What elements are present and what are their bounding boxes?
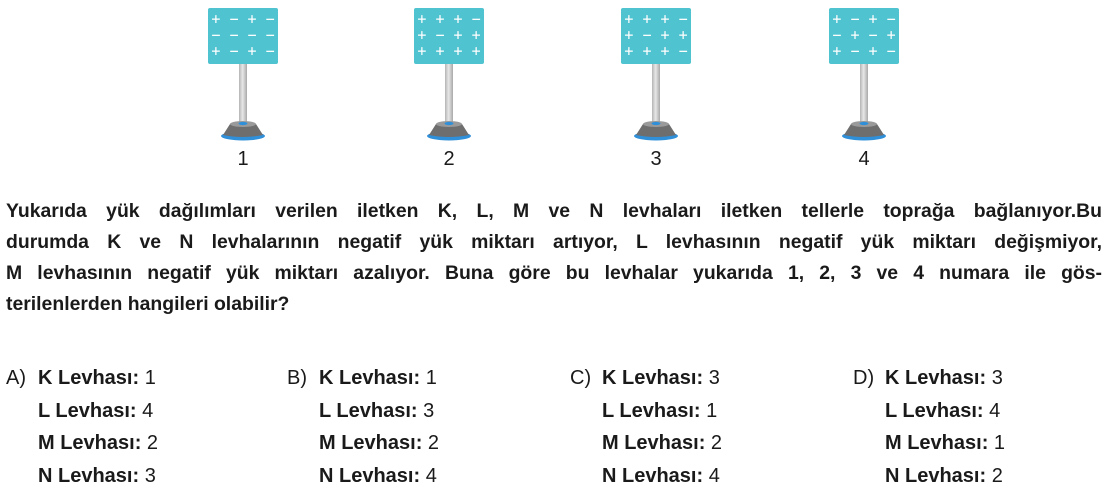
- choice-letter: B): [287, 367, 307, 389]
- choice-value: 1: [706, 399, 718, 422]
- choice-label: M Levhası:: [885, 432, 989, 454]
- choice-label: K Levhası:: [602, 367, 704, 389]
- choice-label: K Levhası:: [319, 367, 421, 389]
- stand-number: 4: [858, 148, 870, 170]
- charged-plate: [208, 8, 278, 64]
- question-line: M levhasının negatif yük miktarı azalıyor. Buna göre bu levhalar yukarıda 1, 2, 3 ve 4 numara ile gös-: [6, 262, 1102, 284]
- choice-c[interactable]: [570, 362, 722, 492]
- choice-value: 4: [708, 464, 720, 487]
- stand-3: [586, 8, 726, 178]
- choice-value: 2: [427, 432, 440, 454]
- choice-value: 3: [991, 367, 1003, 389]
- choice-label: M Levhası:: [38, 432, 142, 454]
- choice-label: M Levhası:: [319, 432, 423, 454]
- charge-row: + − + −: [211, 42, 275, 60]
- question-line: durumda K ve N levhalarının negatif yük miktarı artıyor, L levhasının negatif yük miktarı değişmiyor,: [6, 231, 1102, 253]
- choice-label: L Levhası:: [885, 399, 984, 422]
- charged-plate: [621, 8, 691, 64]
- charged-plate: [414, 8, 484, 64]
- choice-value: 1: [144, 367, 156, 389]
- choice-label: L Levhası:: [602, 399, 701, 422]
- stand-number: 1: [237, 148, 249, 170]
- charge-row: + + + +: [417, 42, 481, 60]
- charge-row: + − + +: [624, 26, 688, 44]
- choice-label: N Levhası:: [602, 464, 704, 487]
- choice-value: 4: [425, 464, 437, 487]
- choice-value: 3: [423, 399, 435, 422]
- charge-row: + + + −: [417, 10, 481, 28]
- choice-letter: A): [6, 367, 26, 389]
- choice-value: 1: [425, 367, 437, 389]
- charge-row: + + + −: [624, 42, 688, 60]
- choice-b[interactable]: [287, 362, 439, 492]
- charged-plate: [829, 8, 899, 64]
- stand-2: [379, 8, 519, 178]
- charge-row: + − + −: [832, 10, 896, 28]
- stand-number: 2: [443, 148, 455, 170]
- figure: [0, 0, 1108, 180]
- question-line: terilenlerden hangileri olabilir?: [6, 293, 290, 315]
- choice-value: 2: [710, 432, 723, 454]
- charge-row: − + − +: [832, 26, 896, 44]
- choice-label: N Levhası:: [38, 464, 140, 487]
- choice-label: L Levhası:: [38, 399, 137, 422]
- choice-value: 4: [142, 399, 154, 422]
- charge-row: + − + −: [211, 10, 275, 28]
- choice-label: K Levhası:: [38, 367, 140, 389]
- stand-1: [173, 8, 313, 178]
- choice-label: N Levhası:: [885, 464, 987, 487]
- choice-label: K Levhası:: [885, 367, 987, 389]
- charge-row: + − + −: [832, 42, 896, 60]
- choice-letter: D): [853, 367, 875, 389]
- stand-base: [632, 112, 680, 142]
- choice-value: 2: [991, 464, 1003, 487]
- choice-value: 3: [144, 464, 156, 487]
- choice-label: N Levhası:: [319, 464, 421, 487]
- choice-value: 2: [146, 432, 159, 454]
- question-line: Yukarıda yük dağılımları verilen iletken K, L, M ve N levhaları iletken tellerle toprağa bağlanıyor.Bu: [6, 200, 1102, 222]
- stand-base: [840, 112, 888, 142]
- choice-value: 3: [708, 367, 720, 389]
- charge-row: + + + −: [624, 10, 688, 28]
- choice-d[interactable]: [853, 362, 1005, 492]
- choice-a[interactable]: [6, 362, 158, 492]
- choice-letter: C): [570, 367, 592, 389]
- question-text: [6, 196, 1102, 320]
- charge-row: + − + +: [417, 26, 481, 44]
- choice-label: M Levhası:: [602, 432, 706, 454]
- choice-label: L Levhası:: [319, 399, 418, 422]
- choice-value: 4: [989, 399, 1001, 422]
- stand-base: [219, 112, 267, 142]
- stand-base: [425, 112, 473, 142]
- charge-row: − − − −: [211, 26, 275, 44]
- stand-number: 3: [650, 148, 662, 170]
- choice-value: 1: [993, 432, 1006, 454]
- stand-4: [794, 8, 934, 178]
